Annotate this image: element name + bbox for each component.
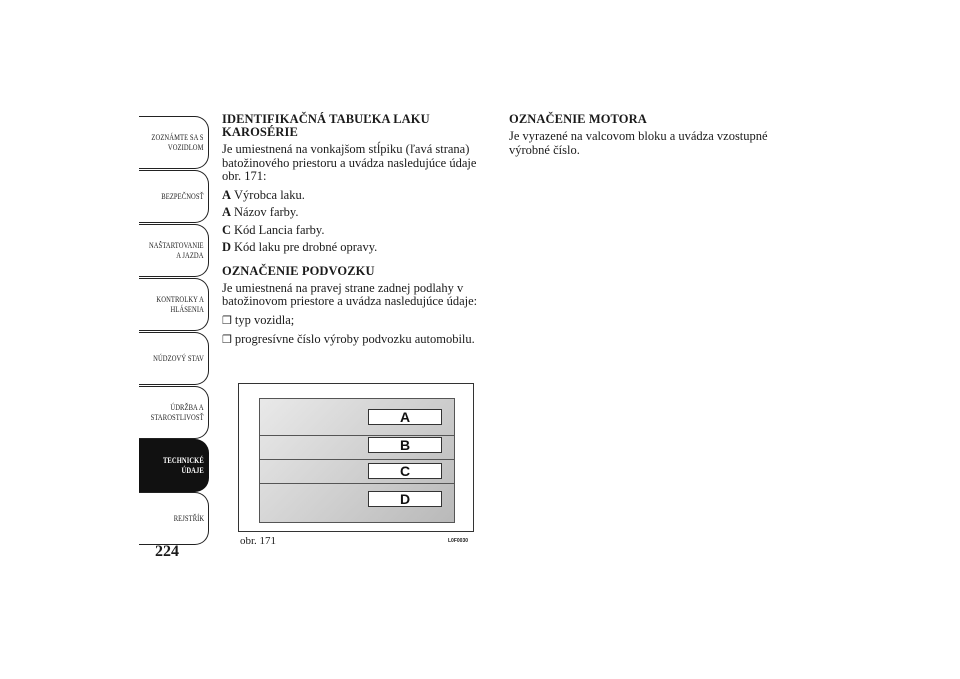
tab-nastartovanie-a-jazda[interactable] (139, 224, 209, 277)
list-item (222, 206, 482, 220)
tab-label: NAŠTARTOVANIE A JAZDA (149, 240, 204, 260)
bullet-item (222, 333, 482, 348)
tab-label: NÚDZOVÝ STAV (153, 353, 204, 363)
plate-label-d: D (368, 491, 442, 507)
item-text: Kód Lancia farby. (234, 222, 325, 237)
tab-rejstrik[interactable] (139, 492, 209, 545)
page-number: 224 (155, 543, 179, 560)
right-column (509, 113, 779, 162)
tab-kontrolky-a-hlasenia[interactable] (139, 278, 209, 331)
item-text: Výrobca laku. (234, 187, 305, 202)
plate-label-a: A (368, 409, 442, 425)
item-letter: D (222, 240, 232, 254)
plate-label-b: B (368, 437, 442, 453)
section-intro: Je umiestnená na vonkajšom stĺpiku (ľavá strana) batožinového priestoru a uvádza nasledujúce údaje obr. 171: (222, 142, 477, 183)
tab-technicke-udaje[interactable] (139, 439, 209, 492)
plate-label-c: C (368, 463, 442, 479)
tab-label: ZOZNÁMTE SA S VOZIDLOM (151, 132, 204, 152)
figure-paint-plate (238, 383, 474, 532)
tab-udrzba-a-starostlivost[interactable] (139, 386, 209, 439)
section-title-paint-plate: IDENTIFIKAČNÁ TABUĽKA LAKU KAROSÉRIE (222, 112, 430, 139)
item-text: Názov farby. (234, 205, 299, 219)
tab-label: REJSTŘÍK (173, 513, 204, 523)
tab-label: BEZPEČNOSŤ (161, 191, 204, 201)
plate-divider (260, 435, 454, 436)
section-intro: Je umiestnená na pravej strane zadnej podlahy v batožinovom priestore a uvádza nasledujúce údaje: (222, 280, 478, 308)
tab-bezpecnost[interactable] (139, 170, 209, 223)
section-title-chassis: OZNAČENIE PODVOZKU (222, 263, 375, 278)
tab-label: ÚDRŽBA A STAROSTLIVOSŤ (150, 402, 204, 422)
tab-nudzovy-stav[interactable] (139, 332, 209, 385)
tab-zoznamte-sa-s-vozidlom[interactable] (139, 116, 209, 169)
paint-plate-illustration (259, 398, 455, 523)
figure-code: L0F0030 (448, 538, 469, 544)
list-item (222, 224, 482, 238)
bullet-item (222, 314, 482, 329)
list-item (222, 189, 482, 203)
section-text: Je vyrazené na valcovom bloku a uvádza vzostupné výrobné číslo. (509, 129, 768, 157)
bullet-text: progresívne číslo výroby podvozku automobilu. (234, 332, 475, 346)
item-text: Kód laku pre drobné opravy. (234, 240, 378, 254)
checkbox-bullet-icon: ❒ (222, 334, 232, 346)
section-title-engine: OZNAČENIE MOTORA (509, 112, 647, 126)
left-column (222, 113, 482, 353)
checkbox-bullet-icon: ❒ (222, 314, 232, 327)
tab-label: KONTROLKY A HLÁSENIA (156, 294, 204, 314)
item-letter: A (222, 187, 232, 202)
figure-caption: obr. 171 (240, 535, 277, 547)
tab-label: TECHNICKÉ ÚDAJE (163, 455, 204, 475)
item-letter: C (222, 222, 232, 237)
plate-divider (260, 483, 454, 484)
bullet-text: typ vozidla; (234, 312, 295, 327)
list-item (222, 241, 482, 255)
item-letter: A (222, 205, 232, 219)
plate-divider (260, 459, 454, 460)
